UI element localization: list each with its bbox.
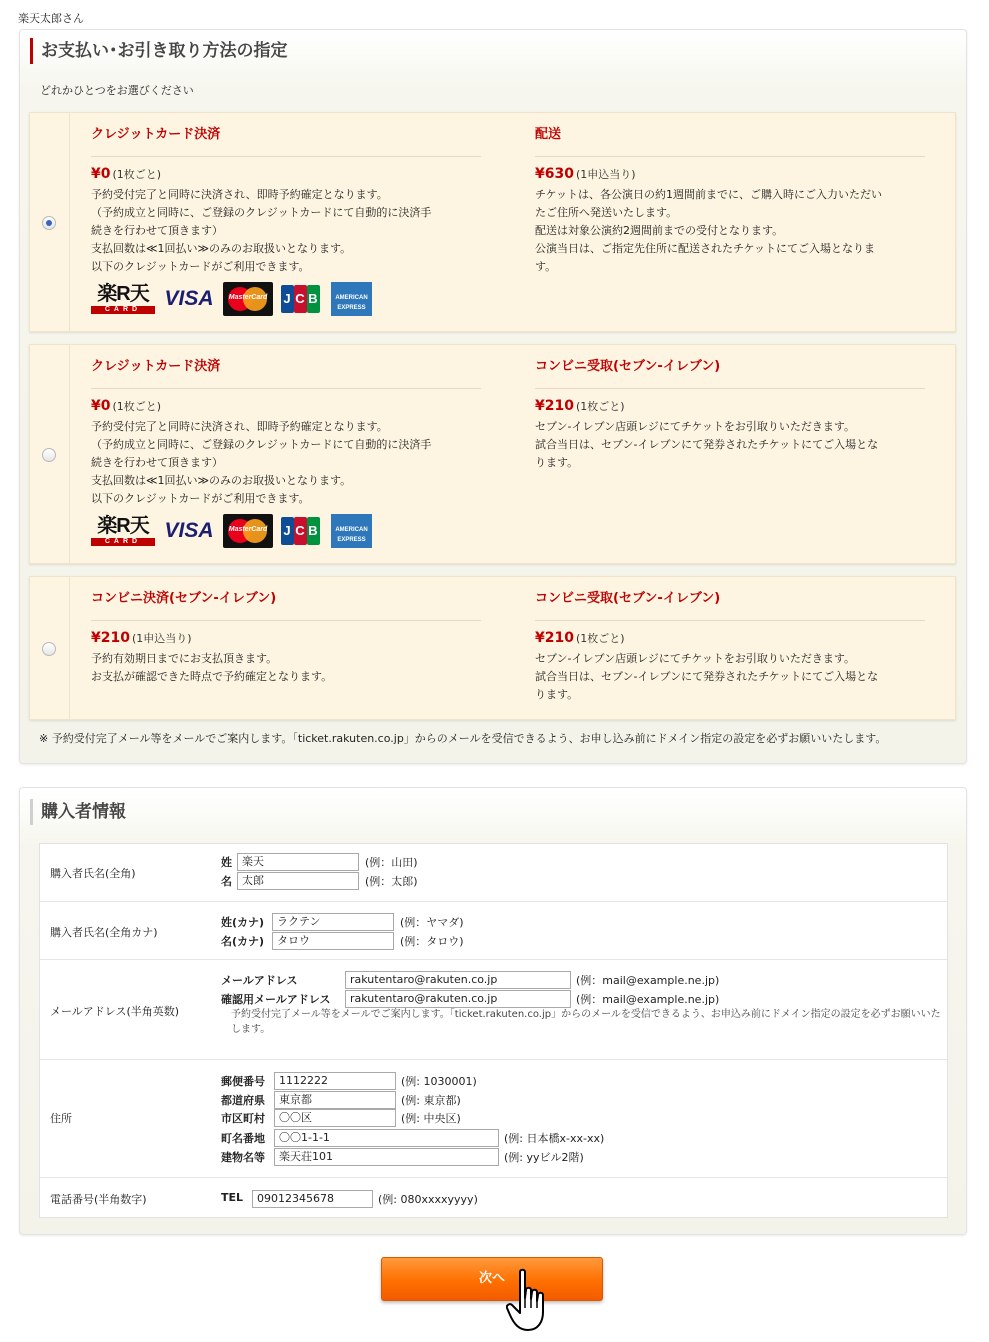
hand-pointer-icon [506,1268,558,1334]
payment-option-3[interactable] [29,576,956,720]
street-label: 町名番地 [221,1132,265,1145]
kana-row-label: 購入者氏名(全角カナ) [50,926,158,939]
payment-option-1[interactable] [29,112,956,332]
visa-logo: VISA [164,519,214,542]
zip-input[interactable]: 1112222 [274,1072,396,1090]
confirm-email-label: 確認用メールアドレス [221,993,331,1006]
credit-card-logos [91,280,481,322]
delivery-fee: ¥210 (1枚ごと) [535,398,625,414]
delivery-description: セブン-イレブン店頭レジにてチケットをお引取りいただきます。 試合当日は、セブン-イレブンにて発券されたチケットにてご入場とな ります。 [535,420,879,469]
delivery-method-title: コンビニ受取(セブン-イレブン) [535,345,925,389]
first-kana-example: (例：タロウ) [400,935,464,948]
first-kana-input[interactable]: タロウ [272,932,394,950]
amex-logo: AMERICAN EXPRESS [331,282,372,316]
last-name-label: 姓 [221,856,232,869]
zip-example: (例: 1030001) [401,1075,477,1088]
building-input[interactable]: 楽天荘101 [274,1148,499,1166]
confirm-email-example: (例：mail@example.ne.jp) [576,993,720,1006]
delivery-method-column [535,113,925,276]
option-2-radio[interactable] [42,448,56,462]
prefecture-input[interactable]: 東京都 [274,1091,396,1109]
jcb-logo: J C B [279,282,321,316]
email-domain-note: 予約受付完了メール等をメールでご案内します。「ticket.rakuten.co.jp」からのメールを受信できるよう、お申込み前にドメイン指定の設定を必ずお願いいたします。 [231,1009,941,1035]
greeting: 楽天太郎さん [18,12,84,25]
tel-label: TEL [221,1191,244,1204]
first-kana-label: 名(カナ) [221,935,265,948]
payment-fee: ¥0 (1枚ごと) [91,166,162,182]
first-name-input[interactable]: 太郎 [237,872,359,890]
mastercard-logo: MasterCard [223,514,273,548]
mastercard-logo: MasterCard [223,282,273,316]
payment-method-title: クレジットカード決済 [91,113,481,157]
payment-method-section [19,29,967,764]
building-label: 建物名等 [221,1151,265,1164]
next-button[interactable]: 次へ [381,1257,603,1301]
last-kana-label: 姓(カナ) [221,916,265,929]
name-row [40,844,947,902]
email-label: メールアドレス [221,974,298,987]
prefecture-example: (例: 東京都) [401,1094,461,1107]
kana-row [40,902,947,960]
payment-description: 予約受付完了と同時に決済され、即時予約確定となります。 （予約成立と同時に、ご登録のクレジットカードにて自動的に決済手 続きを行わせて頂きます） 支払回数は≪1回払い≫のみのお取扱いとなります。 以下のクレジットカードがご利用できます。 [91,420,432,505]
payment-fee: ¥210 (1申込当り) [91,630,192,646]
payment-description: 予約有効期日までにお支払頂きます。 お支払が確認できた時点で予約確定となります。 [91,652,333,683]
delivery-fee: ¥210 (1枚ごと) [535,630,625,646]
buyer-form-table [39,843,948,1218]
email-row [40,960,947,1060]
address-row-label: 住所 [50,1112,72,1125]
last-kana-input[interactable]: ラクテン [272,913,394,931]
delivery-method-title: コンビニ受取(セブン-イレブン) [535,577,925,621]
option-1-radio[interactable] [42,216,56,230]
credit-card-logos [91,512,481,554]
jcb-logo: J C B [279,514,321,548]
address-row [40,1060,947,1178]
last-kana-example: (例：ヤマダ) [400,916,464,929]
option-3-radio[interactable] [42,642,56,656]
delivery-description: セブン-イレブン店頭レジにてチケットをお引取りいただきます。 試合当日は、セブン-イレブンにて発券されたチケットにてご入場とな ります。 [535,652,879,701]
payment-method-column [91,113,481,322]
first-name-label: 名 [221,875,232,888]
delivery-description: チケットは、各公演日の約1週間前までに、ご購入時にご入力いただい たご住所へ発送いたします。 配送は対象公演約2週間前までの受付となります。 公演当日は、ご指定先住所に配送されたチケットにてご入場となりま す。 [535,188,883,273]
delivery-method-column [535,345,925,472]
buyer-section-title: 購入者情報 [30,799,126,825]
city-example: (例: 中央区) [401,1112,461,1125]
payment-method-column [91,345,481,554]
radio-column [30,345,70,563]
payment-section-subtitle: どれかひとつをお選びください [40,84,194,97]
building-example: (例: yyビル2階) [504,1151,584,1164]
domain-setting-note: ※ 予約受付完了メール等をメールでご案内します。「ticket.rakuten.co.jp」からのメールを受信できるよう、お申し込み前にドメイン指定の設定を必ずお願いいたします。 [39,732,887,745]
city-input[interactable]: 〇〇区 [274,1109,396,1127]
tel-input[interactable]: 09012345678 [252,1190,373,1208]
payment-fee: ¥0 (1枚ごと) [91,398,162,414]
payment-method-title: クレジットカード決済 [91,345,481,389]
payment-method-column [91,577,481,686]
last-name-example: (例：山田) [365,856,418,869]
rakuten-card-logo: 楽R天 CARD [91,282,155,316]
payment-description: 予約受付完了と同時に決済され、即時予約確定となります。 （予約成立と同時に、ご登録のクレジットカードにて自動的に決済手 続きを行わせて頂きます） 支払回数は≪1回払い≫のみのお取扱いとなります。 以下のクレジットカードがご利用できます。 [91,188,432,273]
amex-logo: AMERICAN EXPRESS [331,514,372,548]
delivery-fee: ¥630 (1申込当り) [535,166,636,182]
name-row-label: 購入者氏名(全角) [50,867,136,880]
payment-option-2[interactable] [29,344,956,564]
delivery-method-column [535,577,925,704]
email-input[interactable]: rakutentaro@rakuten.co.jp [345,971,571,989]
confirm-email-input[interactable]: rakutentaro@rakuten.co.jp [345,990,571,1008]
phone-row-label: 電話番号(半角数字) [50,1193,147,1206]
prefecture-label: 都道府県 [221,1094,265,1107]
payment-method-title: コンビニ決済(セブン-イレブン) [91,577,481,621]
tel-example: (例: 080xxxxyyyy) [378,1193,478,1206]
rakuten-card-logo: 楽R天 CARD [91,514,155,548]
radio-column [30,577,70,719]
payment-section-title: お支払い･お引き取り方法の指定 [30,38,288,64]
buyer-info-section [19,787,967,1235]
first-name-example: (例：太郎) [365,875,418,888]
phone-row [40,1178,947,1218]
email-row-label: メールアドレス(半角英数) [50,1005,180,1018]
zip-label: 郵便番号 [221,1075,265,1088]
delivery-method-title: 配送 [535,113,925,157]
city-label: 市区町村 [221,1112,265,1125]
email-example: (例：mail@example.ne.jp) [576,974,720,987]
last-name-input[interactable]: 楽天 [237,853,359,871]
street-example: (例: 日本橋x-xx-xx) [504,1132,605,1145]
visa-logo: VISA [164,287,214,310]
street-input[interactable]: 〇〇1-1-1 [274,1129,499,1147]
radio-column [30,113,70,331]
